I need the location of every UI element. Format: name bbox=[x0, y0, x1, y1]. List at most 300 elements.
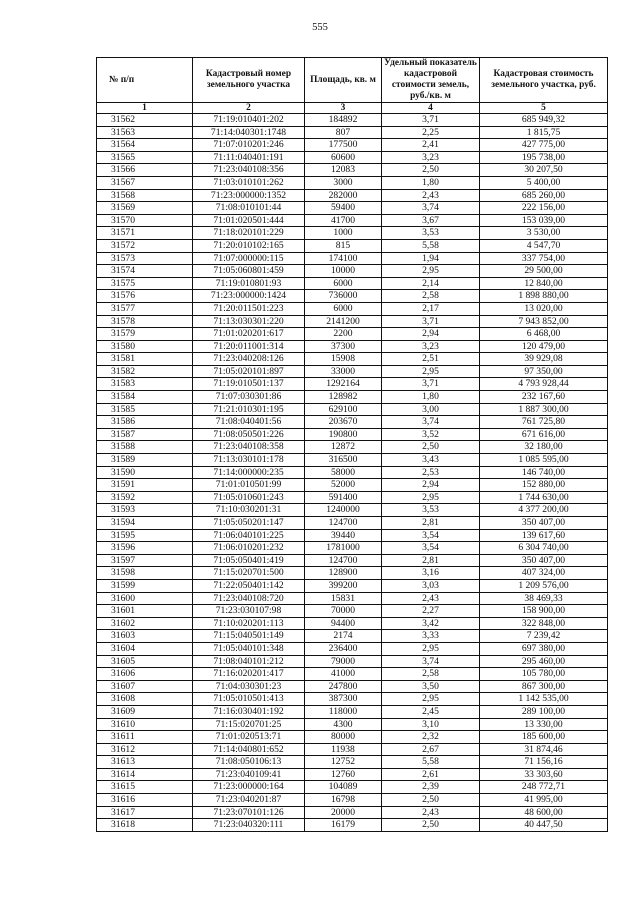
cadastral-value-cell: 761 725,80 bbox=[480, 416, 608, 429]
area-cell: 1781000 bbox=[305, 542, 382, 555]
specific-value-cell: 3,54 bbox=[382, 542, 480, 555]
table-row bbox=[97, 466, 608, 479]
specific-value-cell: 3,42 bbox=[382, 617, 480, 630]
area-cell: 41000 bbox=[305, 668, 382, 681]
cadastral-value-cell: 97 350,00 bbox=[480, 365, 608, 378]
table-row bbox=[97, 504, 608, 517]
specific-value-cell: 2,14 bbox=[382, 277, 480, 290]
area-cell: 6000 bbox=[305, 277, 382, 290]
row-number-cell: 31579 bbox=[97, 328, 193, 341]
specific-value-cell: 2,41 bbox=[382, 139, 480, 152]
row-number-cell: 31605 bbox=[97, 655, 193, 668]
specific-value-cell: 3,10 bbox=[382, 718, 480, 731]
cadastral-number-cell: 71:01:020201:617 bbox=[193, 328, 305, 341]
cadastral-number-cell: 71:20:010102:165 bbox=[193, 239, 305, 252]
column-number: 3 bbox=[305, 103, 382, 114]
row-number-cell: 31576 bbox=[97, 290, 193, 303]
cadastral-value-cell: 6 468,00 bbox=[480, 328, 608, 341]
cadastral-value-cell: 3 530,00 bbox=[480, 227, 608, 240]
cadastral-number-cell: 71:05:040101:348 bbox=[193, 642, 305, 655]
area-cell: 282000 bbox=[305, 189, 382, 202]
area-cell: 39440 bbox=[305, 529, 382, 542]
row-number-cell: 31618 bbox=[97, 819, 193, 832]
specific-value-cell: 2,32 bbox=[382, 731, 480, 744]
cadastral-value-cell: 120 479,00 bbox=[480, 340, 608, 353]
cadastral-value-cell: 105 780,00 bbox=[480, 668, 608, 681]
table-row bbox=[97, 290, 608, 303]
area-cell: 399200 bbox=[305, 579, 382, 592]
table-row bbox=[97, 781, 608, 794]
area-cell: 104089 bbox=[305, 781, 382, 794]
cadastral-value-cell: 1 898 880,00 bbox=[480, 290, 608, 303]
cadastral-value-cell: 48 600,00 bbox=[480, 806, 608, 819]
cadastral-value-cell: 158 900,00 bbox=[480, 605, 608, 618]
table-row bbox=[97, 164, 608, 177]
area-cell: 387300 bbox=[305, 693, 382, 706]
cadastral-number-cell: 71:15:020701:25 bbox=[193, 718, 305, 731]
cadastral-number-cell: 71:11:040401:191 bbox=[193, 151, 305, 164]
table-row bbox=[97, 794, 608, 807]
specific-value-cell: 2,53 bbox=[382, 466, 480, 479]
table-row bbox=[97, 517, 608, 530]
specific-value-cell: 3,53 bbox=[382, 504, 480, 517]
specific-value-cell: 3,71 bbox=[382, 114, 480, 127]
cadastral-value-cell: 671 616,00 bbox=[480, 428, 608, 441]
cadastral-value-cell: 152 880,00 bbox=[480, 479, 608, 492]
table-row bbox=[97, 428, 608, 441]
specific-value-cell: 2,39 bbox=[382, 781, 480, 794]
table-row bbox=[97, 718, 608, 731]
specific-value-cell: 1,80 bbox=[382, 391, 480, 404]
table-row bbox=[97, 441, 608, 454]
area-cell: 70000 bbox=[305, 605, 382, 618]
row-number-cell: 31603 bbox=[97, 630, 193, 643]
area-cell: 16798 bbox=[305, 794, 382, 807]
cadastral-number-cell: 71:08:050501:226 bbox=[193, 428, 305, 441]
area-cell: 10000 bbox=[305, 265, 382, 278]
area-cell: 736000 bbox=[305, 290, 382, 303]
table-header-row bbox=[97, 58, 608, 103]
area-cell: 20000 bbox=[305, 806, 382, 819]
cadastral-number-cell: 71:07:030301:86 bbox=[193, 391, 305, 404]
area-cell: 1240000 bbox=[305, 504, 382, 517]
cadastral-value-cell: 685 260,00 bbox=[480, 189, 608, 202]
cadastral-number-cell: 71:13:030301:220 bbox=[193, 315, 305, 328]
table-row bbox=[97, 806, 608, 819]
row-number-cell: 31600 bbox=[97, 592, 193, 605]
table-row bbox=[97, 114, 608, 127]
row-number-cell: 31591 bbox=[97, 479, 193, 492]
cadastral-number-cell: 71:23:040108:356 bbox=[193, 164, 305, 177]
cadastral-number-cell: 71:19:010801:93 bbox=[193, 277, 305, 290]
table-row bbox=[97, 705, 608, 718]
cadastral-value-cell: 4 793 928,44 bbox=[480, 378, 608, 391]
row-number-cell: 31566 bbox=[97, 164, 193, 177]
specific-value-cell: 3,23 bbox=[382, 151, 480, 164]
area-cell: 33000 bbox=[305, 365, 382, 378]
table-row bbox=[97, 819, 608, 832]
area-cell: 177500 bbox=[305, 139, 382, 152]
cadastral-value-cell: 1 887 300,00 bbox=[480, 403, 608, 416]
cadastral-value-cell: 350 407,00 bbox=[480, 517, 608, 530]
cadastral-number-cell: 71:08:050106:13 bbox=[193, 756, 305, 769]
specific-value-cell: 2,94 bbox=[382, 479, 480, 492]
table-row bbox=[97, 189, 608, 202]
cadastral-value-cell: 289 100,00 bbox=[480, 705, 608, 718]
cadastral-number-cell: 71:08:040401:56 bbox=[193, 416, 305, 429]
row-number-cell: 31607 bbox=[97, 680, 193, 693]
area-cell: 203670 bbox=[305, 416, 382, 429]
cadastral-number-cell: 71:20:011001:314 bbox=[193, 340, 305, 353]
cadastral-number-cell: 71:05:020101:897 bbox=[193, 365, 305, 378]
cadastral-value-cell: 427 775,00 bbox=[480, 139, 608, 152]
cadastral-number-cell: 71:14:040301:1748 bbox=[193, 126, 305, 139]
table-row bbox=[97, 353, 608, 366]
table-row bbox=[97, 214, 608, 227]
row-number-cell: 31598 bbox=[97, 567, 193, 580]
specific-value-cell: 2,95 bbox=[382, 642, 480, 655]
specific-value-cell: 2,94 bbox=[382, 328, 480, 341]
area-cell: 12872 bbox=[305, 441, 382, 454]
row-number-cell: 31585 bbox=[97, 403, 193, 416]
column-number: 1 bbox=[97, 103, 193, 114]
table-row bbox=[97, 756, 608, 769]
specific-value-cell: 2,95 bbox=[382, 265, 480, 278]
row-number-cell: 31563 bbox=[97, 126, 193, 139]
cadastral-value-cell: 6 304 740,00 bbox=[480, 542, 608, 555]
table-row bbox=[97, 491, 608, 504]
table-row bbox=[97, 403, 608, 416]
row-number-cell: 31574 bbox=[97, 265, 193, 278]
area-cell: 3000 bbox=[305, 176, 382, 189]
row-number-cell: 31611 bbox=[97, 731, 193, 744]
cadastral-number-cell: 71:06:010201:232 bbox=[193, 542, 305, 555]
row-number-cell: 31571 bbox=[97, 227, 193, 240]
row-number-cell: 31616 bbox=[97, 794, 193, 807]
cadastral-value-cell: 685 949,32 bbox=[480, 114, 608, 127]
cadastral-value-cell: 33 303,60 bbox=[480, 768, 608, 781]
cadastral-value-cell: 12 840,00 bbox=[480, 277, 608, 290]
header-area: Площадь, кв. м bbox=[305, 58, 382, 103]
specific-value-cell: 3,03 bbox=[382, 579, 480, 592]
specific-value-cell: 5,58 bbox=[382, 756, 480, 769]
table-row bbox=[97, 454, 608, 467]
area-cell: 37300 bbox=[305, 340, 382, 353]
specific-value-cell: 2,95 bbox=[382, 365, 480, 378]
row-number-cell: 31567 bbox=[97, 176, 193, 189]
specific-value-cell: 1,94 bbox=[382, 252, 480, 265]
table-row bbox=[97, 202, 608, 215]
cadastral-number-cell: 71:16:030401:192 bbox=[193, 705, 305, 718]
cadastral-number-cell: 71:23:040320:111 bbox=[193, 819, 305, 832]
row-number-cell: 31564 bbox=[97, 139, 193, 152]
cadastral-value-cell: 153 039,00 bbox=[480, 214, 608, 227]
row-number-cell: 31606 bbox=[97, 668, 193, 681]
area-cell: 629100 bbox=[305, 403, 382, 416]
table-row bbox=[97, 743, 608, 756]
row-number-cell: 31612 bbox=[97, 743, 193, 756]
cadastral-value-cell: 31 874,46 bbox=[480, 743, 608, 756]
cadastral-number-cell: 71:01:020501:444 bbox=[193, 214, 305, 227]
row-number-cell: 31577 bbox=[97, 302, 193, 315]
table-row bbox=[97, 567, 608, 580]
cadastral-value-cell: 39 929,08 bbox=[480, 353, 608, 366]
table-row bbox=[97, 176, 608, 189]
table-row bbox=[97, 479, 608, 492]
row-number-cell: 31609 bbox=[97, 705, 193, 718]
specific-value-cell: 3,71 bbox=[382, 315, 480, 328]
table-row bbox=[97, 768, 608, 781]
area-cell: 316500 bbox=[305, 454, 382, 467]
specific-value-cell: 2,43 bbox=[382, 592, 480, 605]
table-row bbox=[97, 693, 608, 706]
header-row-number: № п/п bbox=[97, 58, 193, 103]
area-cell: 124700 bbox=[305, 554, 382, 567]
cadastral-number-cell: 71:23:040109:41 bbox=[193, 768, 305, 781]
cadastral-number-cell: 71:19:010401:202 bbox=[193, 114, 305, 127]
specific-value-cell: 2,25 bbox=[382, 126, 480, 139]
specific-value-cell: 3,00 bbox=[382, 403, 480, 416]
cadastral-number-cell: 71:23:040201:87 bbox=[193, 794, 305, 807]
row-number-cell: 31588 bbox=[97, 441, 193, 454]
table-row bbox=[97, 139, 608, 152]
table-row bbox=[97, 391, 608, 404]
row-number-cell: 31594 bbox=[97, 517, 193, 530]
cadastral-number-cell: 71:05:060801:459 bbox=[193, 265, 305, 278]
row-number-cell: 31565 bbox=[97, 151, 193, 164]
cadastral-value-cell: 30 207,50 bbox=[480, 164, 608, 177]
row-number-cell: 31610 bbox=[97, 718, 193, 731]
cadastral-number-cell: 71:23:040208:126 bbox=[193, 353, 305, 366]
specific-value-cell: 2,17 bbox=[382, 302, 480, 315]
cadastral-number-cell: 71:06:040101:225 bbox=[193, 529, 305, 542]
specific-value-cell: 2,50 bbox=[382, 794, 480, 807]
specific-value-cell: 3,54 bbox=[382, 529, 480, 542]
cadastral-value-cell: 13 330,00 bbox=[480, 718, 608, 731]
area-cell: 2141200 bbox=[305, 315, 382, 328]
table-row bbox=[97, 416, 608, 429]
area-cell: 807 bbox=[305, 126, 382, 139]
cadastral-number-cell: 71:04:030301:23 bbox=[193, 680, 305, 693]
area-cell: 128982 bbox=[305, 391, 382, 404]
page-number: 555 bbox=[312, 22, 328, 33]
area-cell: 190800 bbox=[305, 428, 382, 441]
row-number-cell: 31604 bbox=[97, 642, 193, 655]
cadastral-number-cell: 71:23:000000:164 bbox=[193, 781, 305, 794]
area-cell: 591400 bbox=[305, 491, 382, 504]
area-cell: 247800 bbox=[305, 680, 382, 693]
cadastral-number-cell: 71:19:010501:137 bbox=[193, 378, 305, 391]
area-cell: 12760 bbox=[305, 768, 382, 781]
table-row bbox=[97, 151, 608, 164]
row-number-cell: 31589 bbox=[97, 454, 193, 467]
specific-value-cell: 2,81 bbox=[382, 517, 480, 530]
area-cell: 128900 bbox=[305, 567, 382, 580]
row-number-cell: 31587 bbox=[97, 428, 193, 441]
cadastral-value-cell: 1 815,75 bbox=[480, 126, 608, 139]
table-body bbox=[97, 114, 608, 832]
cadastral-value-cell: 222 156,00 bbox=[480, 202, 608, 215]
specific-value-cell: 3,50 bbox=[382, 680, 480, 693]
specific-value-cell: 3,74 bbox=[382, 416, 480, 429]
cadastral-value-table bbox=[96, 57, 608, 832]
specific-value-cell: 2,50 bbox=[382, 819, 480, 832]
area-cell: 236400 bbox=[305, 642, 382, 655]
table-row bbox=[97, 554, 608, 567]
cadastral-number-cell: 71:22:050401:142 bbox=[193, 579, 305, 592]
row-number-cell: 31570 bbox=[97, 214, 193, 227]
cadastral-value-cell: 195 738,00 bbox=[480, 151, 608, 164]
area-cell: 184892 bbox=[305, 114, 382, 127]
area-cell: 16179 bbox=[305, 819, 382, 832]
row-number-cell: 31584 bbox=[97, 391, 193, 404]
specific-value-cell: 2,43 bbox=[382, 189, 480, 202]
cadastral-number-cell: 71:20:011501:223 bbox=[193, 302, 305, 315]
specific-value-cell: 2,50 bbox=[382, 441, 480, 454]
cadastral-value-cell: 322 848,00 bbox=[480, 617, 608, 630]
row-number-cell: 31580 bbox=[97, 340, 193, 353]
area-cell: 94400 bbox=[305, 617, 382, 630]
row-number-cell: 31602 bbox=[97, 617, 193, 630]
specific-value-cell: 2,81 bbox=[382, 554, 480, 567]
cadastral-number-cell: 71:01:020513:71 bbox=[193, 731, 305, 744]
area-cell: 58000 bbox=[305, 466, 382, 479]
row-number-cell: 31575 bbox=[97, 277, 193, 290]
area-cell: 124700 bbox=[305, 517, 382, 530]
cadastral-value-cell: 32 180,00 bbox=[480, 441, 608, 454]
table-row bbox=[97, 126, 608, 139]
cadastral-value-cell: 71 156,16 bbox=[480, 756, 608, 769]
cadastral-number-cell: 71:23:030107:98 bbox=[193, 605, 305, 618]
cadastral-value-cell: 139 617,60 bbox=[480, 529, 608, 542]
cadastral-number-cell: 71:10:030201:31 bbox=[193, 504, 305, 517]
table-row bbox=[97, 579, 608, 592]
specific-value-cell: 2,51 bbox=[382, 353, 480, 366]
table-row bbox=[97, 315, 608, 328]
table-row bbox=[97, 605, 608, 618]
specific-value-cell: 2,45 bbox=[382, 705, 480, 718]
specific-value-cell: 5,58 bbox=[382, 239, 480, 252]
row-number-cell: 31614 bbox=[97, 768, 193, 781]
cadastral-value-cell: 295 460,00 bbox=[480, 655, 608, 668]
area-cell: 118000 bbox=[305, 705, 382, 718]
table-row bbox=[97, 592, 608, 605]
column-number: 2 bbox=[193, 103, 305, 114]
area-cell: 41700 bbox=[305, 214, 382, 227]
row-number-cell: 31590 bbox=[97, 466, 193, 479]
row-number-cell: 31599 bbox=[97, 579, 193, 592]
row-number-cell: 31608 bbox=[97, 693, 193, 706]
specific-value-cell: 3,16 bbox=[382, 567, 480, 580]
row-number-cell: 31597 bbox=[97, 554, 193, 567]
specific-value-cell: 3,43 bbox=[382, 454, 480, 467]
table-row bbox=[97, 655, 608, 668]
specific-value-cell: 2,95 bbox=[382, 693, 480, 706]
cadastral-number-cell: 71:05:050401:419 bbox=[193, 554, 305, 567]
row-number-cell: 31586 bbox=[97, 416, 193, 429]
cadastral-number-cell: 71:05:010501:413 bbox=[193, 693, 305, 706]
cadastral-number-cell: 71:14:000000:235 bbox=[193, 466, 305, 479]
header-cadastral-number: Кадастровый номер земельного участка bbox=[193, 58, 305, 103]
specific-value-cell: 2,50 bbox=[382, 164, 480, 177]
row-number-cell: 31593 bbox=[97, 504, 193, 517]
area-cell: 11938 bbox=[305, 743, 382, 756]
cadastral-number-cell: 71:07:010201:246 bbox=[193, 139, 305, 152]
table-row bbox=[97, 340, 608, 353]
cadastral-number-cell: 71:23:040108:358 bbox=[193, 441, 305, 454]
specific-value-cell: 2,43 bbox=[382, 806, 480, 819]
header-cadastral-value: Кадастровая стоимость земельного участка, руб. bbox=[480, 58, 608, 103]
area-cell: 2200 bbox=[305, 328, 382, 341]
specific-value-cell: 1,80 bbox=[382, 176, 480, 189]
specific-value-cell: 2,67 bbox=[382, 743, 480, 756]
specific-value-cell: 3,52 bbox=[382, 428, 480, 441]
row-number-cell: 31572 bbox=[97, 239, 193, 252]
cadastral-number-cell: 71:03:010101:262 bbox=[193, 176, 305, 189]
header-specific-value: Удельный показатель кадастровой стоимости земель, руб./кв. м bbox=[382, 58, 480, 103]
cadastral-value-cell: 41 995,00 bbox=[480, 794, 608, 807]
cadastral-number-cell: 71:14:040801:652 bbox=[193, 743, 305, 756]
cadastral-number-cell: 71:23:000000:1352 bbox=[193, 189, 305, 202]
column-number: 5 bbox=[480, 103, 608, 114]
row-number-cell: 31601 bbox=[97, 605, 193, 618]
cadastral-value-cell: 350 407,00 bbox=[480, 554, 608, 567]
table-row bbox=[97, 277, 608, 290]
cadastral-value-cell: 5 400,00 bbox=[480, 176, 608, 189]
table-row bbox=[97, 630, 608, 643]
cadastral-value-cell: 185 600,00 bbox=[480, 731, 608, 744]
cadastral-number-cell: 71:08:040101:212 bbox=[193, 655, 305, 668]
cadastral-value-cell: 867 300,00 bbox=[480, 680, 608, 693]
specific-value-cell: 2,58 bbox=[382, 668, 480, 681]
row-number-cell: 31595 bbox=[97, 529, 193, 542]
table-row bbox=[97, 378, 608, 391]
table-row bbox=[97, 642, 608, 655]
cadastral-value-cell: 1 142 535,00 bbox=[480, 693, 608, 706]
cadastral-number-cell: 71:13:030101:178 bbox=[193, 454, 305, 467]
column-number: 4 bbox=[382, 103, 480, 114]
cadastral-number-cell: 71:16:020201:417 bbox=[193, 668, 305, 681]
cadastral-number-cell: 71:23:040108:720 bbox=[193, 592, 305, 605]
cadastral-number-cell: 71:05:050201:147 bbox=[193, 517, 305, 530]
area-cell: 1292164 bbox=[305, 378, 382, 391]
cadastral-number-cell: 71:05:010601:243 bbox=[193, 491, 305, 504]
area-cell: 12083 bbox=[305, 164, 382, 177]
cadastral-value-cell: 13 020,00 bbox=[480, 302, 608, 315]
row-number-cell: 31562 bbox=[97, 114, 193, 127]
cadastral-value-cell: 1 209 576,00 bbox=[480, 579, 608, 592]
specific-value-cell: 3,71 bbox=[382, 378, 480, 391]
row-number-cell: 31568 bbox=[97, 189, 193, 202]
table-row bbox=[97, 265, 608, 278]
cadastral-number-cell: 71:18:020101:229 bbox=[193, 227, 305, 240]
specific-value-cell: 3,74 bbox=[382, 655, 480, 668]
table-row bbox=[97, 529, 608, 542]
cadastral-value-cell: 1 744 630,00 bbox=[480, 491, 608, 504]
cadastral-value-cell: 697 380,00 bbox=[480, 642, 608, 655]
row-number-cell: 31615 bbox=[97, 781, 193, 794]
cadastral-number-cell: 71:15:020701:500 bbox=[193, 567, 305, 580]
area-cell: 815 bbox=[305, 239, 382, 252]
cadastral-value-cell: 337 754,00 bbox=[480, 252, 608, 265]
table-row bbox=[97, 365, 608, 378]
specific-value-cell: 3,23 bbox=[382, 340, 480, 353]
area-cell: 79000 bbox=[305, 655, 382, 668]
cadastral-value-cell: 7 239,42 bbox=[480, 630, 608, 643]
area-cell: 15908 bbox=[305, 353, 382, 366]
cadastral-value-cell: 248 772,71 bbox=[480, 781, 608, 794]
cadastral-value-cell: 38 469,33 bbox=[480, 592, 608, 605]
